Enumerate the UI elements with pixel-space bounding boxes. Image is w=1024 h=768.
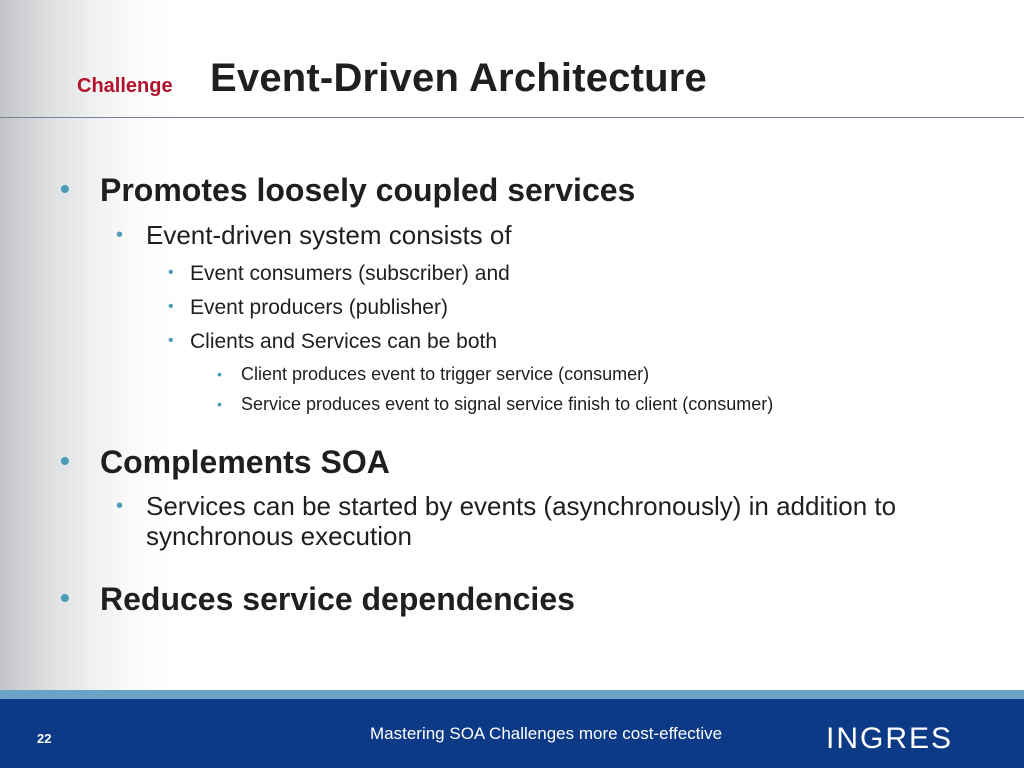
footer-stripe — [0, 690, 1024, 699]
section-label: Challenge — [77, 75, 173, 97]
bullet-icon: • — [60, 445, 70, 476]
bullet-icon: • — [60, 173, 70, 204]
bullet-icon: • — [168, 332, 174, 349]
bullet-item — [116, 491, 936, 552]
bullet-icon: • — [60, 582, 70, 613]
bullet-text: Reduces service dependencies — [100, 581, 575, 617]
bullet-text: Event-driven system consists of — [146, 220, 512, 250]
bullet-text: Clients and Services can be both — [190, 330, 498, 353]
bullet-item — [168, 296, 448, 320]
footer-caption: Mastering SOA Challenges more cost-effective — [370, 724, 723, 743]
bullet-text: Services can be started by events (asynchronously) in addition to synchronous execution — [146, 491, 897, 551]
bullet-text: Complements SOA — [100, 444, 390, 480]
bullet-item — [217, 394, 774, 415]
bullet-item — [60, 581, 575, 618]
bullet-icon: • — [217, 396, 222, 412]
bullet-item — [168, 330, 498, 354]
bullet-item — [116, 220, 936, 251]
bullet-text: Service produces event to signal service finish to client (consumer) — [241, 394, 774, 414]
page-number: 22 — [37, 731, 52, 746]
slide-title: Event-Driven Architecture — [210, 56, 707, 100]
bullet-item — [60, 172, 636, 209]
bullet-text: Event consumers (subscriber) and — [190, 262, 510, 285]
bullet-icon: • — [217, 366, 222, 382]
bullet-item — [60, 444, 390, 481]
bullet-icon: • — [116, 224, 124, 246]
bullet-item — [217, 364, 650, 385]
bullet-text: Promotes loosely coupled services — [100, 172, 636, 208]
bullet-icon: • — [168, 264, 174, 281]
bullet-item — [168, 262, 510, 286]
slide-footer — [0, 699, 1024, 768]
ingres-logo: INGRES — [826, 722, 954, 755]
bullet-text: Event producers (publisher) — [190, 296, 448, 319]
bullet-icon: • — [116, 495, 124, 517]
bullet-icon: • — [168, 298, 174, 315]
bullet-text: Client produces event to trigger service (consumer) — [241, 364, 650, 384]
